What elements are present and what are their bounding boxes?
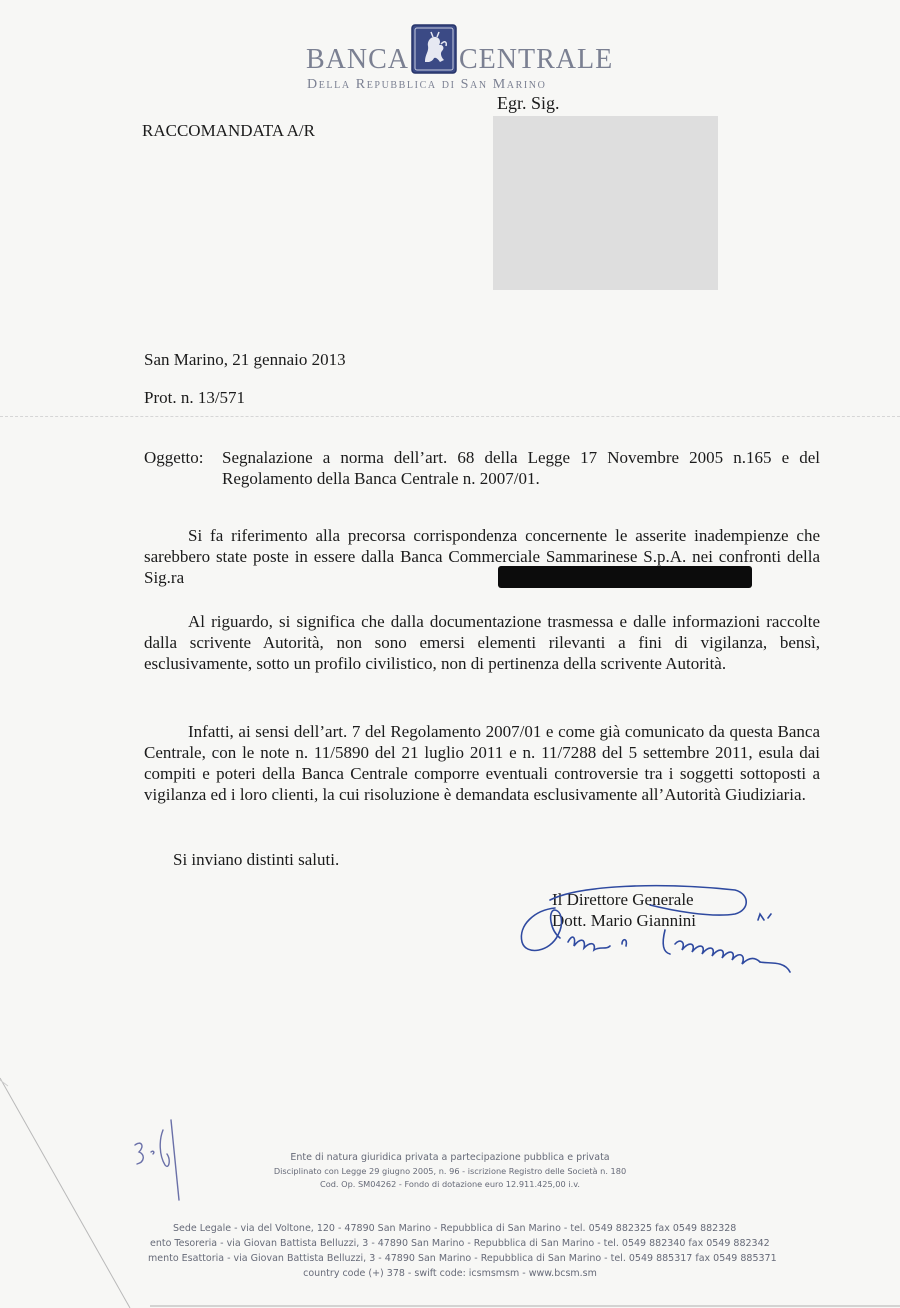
lion-emblem-icon (411, 24, 457, 74)
footer-registration: Disciplinato con Legge 29 giugno 2005, n. 96 - iscrizione Registro delle Società n. 180 (273, 1166, 627, 1176)
salutation: Egr. Sig. (497, 93, 560, 113)
footer-address-headquarters: Sede Legale - via del Voltone, 120 - 47890 San Marino - Repubblica di San Marino - tel. 0549 882325 fax 0549 882328 (173, 1223, 737, 1234)
mail-type: RACCOMANDATA A/R (142, 121, 315, 140)
signatory-title: Il Direttore Generale (552, 890, 694, 909)
footer-legal-status: Ente di natura giuridica privata a partecipazione pubblica e privata (290, 1152, 610, 1163)
bank-name-left: BANCA (306, 44, 410, 75)
place-date: San Marino, 21 gennaio 2013 (144, 350, 346, 369)
footer-capital: Cod. Op. SM04262 - Fondo di dotazione euro 12.911.425,00 i.v. (320, 1179, 580, 1189)
handwritten-signature (510, 880, 810, 980)
footer-address-treasury: ento Tesoreria - via Giovan Battista Belluzzi, 3 - 47890 San Marino - Repubblica di San Marino - tel. 0549 882340 fax 0549 882342 (150, 1238, 770, 1249)
paragraph-legal-basis: Infatti, ai sensi dell’art. 7 del Regolamento 2007/01 e come già comunicato da questa Banca Centrale, con le note n. 11/5890 del 21 luglio 2011 e n. 11/7288 del 5 settembre 2011, esula dai compiti e poteri della Banca Centrale comporre eventuali controversie tra i soggetti sottoposti a vigilanza ed i loro clienti, la cui risoluzione è demandata esclusivamente all’Autorità Giudiziaria. (144, 722, 820, 804)
redacted-name (498, 566, 752, 588)
subject-text: Segnalazione a norma dell’art. 68 della Legge 17 Novembre 2005 n.165 e del Regolamento della Banca Centrale n. 2007/01. (222, 448, 820, 488)
paragraph-reference: Si fa riferimento alla precorsa corrispondenza concernente le asserite inadempienze che sarebbero state poste in essere dalla Banca Commerciale Sammarinese S.p.A. nei confronti della Sig.ra (144, 526, 820, 587)
protocol-number: Prot. n. 13/571 (144, 388, 246, 407)
footer-address-collection: mento Esattoria - via Giovan Battista Belluzzi, 3 - 47890 San Marino - Repubblica di San Marino - tel. 0549 885317 fax 0549 885371 (148, 1253, 777, 1264)
bank-subtitle: Della Repubblica di San Marino (307, 77, 547, 92)
fold-line (0, 416, 900, 417)
redacted-address-block (493, 116, 718, 290)
paragraph-finding: Al riguardo, si significa che dalla documentazione trasmessa e dalle informazioni raccolte dalla scrivente Autorità, non sono emersi elementi rilevanti a fini di vigilanza, bensì, esclusivamente, sotto un profilo civilistico, non di pertinenza della scrivente Autorità. (144, 612, 820, 673)
bank-name-right: CENTRALE (459, 44, 614, 75)
closing-greeting: Si inviano distinti saluti. (173, 850, 340, 869)
footer-contacts: country code (+) 378 - swift code: icsmsmsm - www.bcsm.sm (303, 1268, 597, 1279)
subject-label: Oggetto: (144, 448, 204, 467)
signatory-name: Dott. Mario Giannini (552, 911, 697, 930)
